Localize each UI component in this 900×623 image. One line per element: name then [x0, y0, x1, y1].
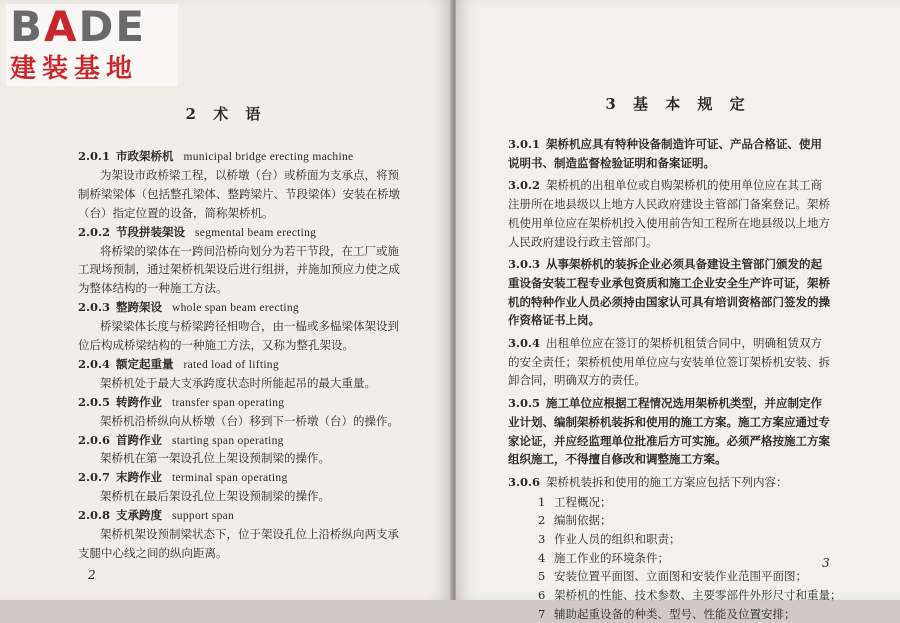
- site-logo: [6, 4, 178, 86]
- clause-number: 2.0.2: [78, 224, 111, 239]
- clause-line: 机使用单位应在架桥机投入使用前告知工程所在地县级以上地方: [508, 215, 830, 230]
- clause-number: 3.0.5: [508, 396, 541, 411]
- term-chinese: 末跨作业: [116, 470, 163, 485]
- clause-first-line: [508, 334, 822, 352]
- list-item-text: 施工作业的环境条件；: [554, 550, 669, 565]
- clause-number: 3.0.1: [508, 137, 541, 151]
- list-item-text: 架桥机的性能、技术参数、主要零部件外形尺寸和重量；: [554, 588, 842, 603]
- clause-first-line: [508, 255, 822, 273]
- clause-text: 从事架桥机的装拆企业必须具备建设主管部门颁发的起: [546, 257, 823, 272]
- list-item: [538, 586, 842, 604]
- clause-text: 出租单位应在签订的架桥机租赁合同中，明确租赁双方: [546, 336, 823, 350]
- clause-number: 3.0.3: [508, 257, 541, 272]
- clause-line: 人民政府建设行政主管部门。: [508, 234, 658, 249]
- clause-line: 重设备安装工程专业承包资质和施工企业安全生产许可证，架桥: [508, 275, 830, 290]
- list-item-text: 工程概况；: [554, 494, 612, 509]
- chapter-title-basic-rules: 3 基 本 规 定: [605, 95, 751, 113]
- term-heading: [78, 468, 288, 487]
- list-item-number: 4: [538, 550, 546, 565]
- clause-number: 3.0.6: [508, 474, 541, 489]
- term-heading: [78, 355, 279, 374]
- term-english: support span: [172, 510, 235, 523]
- clause-line: 的安全责任；架桥机使用单位应与安装单位签订架桥机安装、拆: [508, 354, 830, 369]
- term-heading: [78, 431, 284, 450]
- term-english: rated load of lifting: [183, 358, 279, 371]
- term-english: starting span operating: [172, 434, 284, 447]
- term-english: municipal bridge erecting machine: [183, 151, 354, 163]
- clause-first-line: [508, 473, 788, 491]
- term-heading: [78, 506, 234, 525]
- clause-line: 机的特种作业人员必须持由国家认可具有培训资格部门签发的操: [508, 294, 830, 309]
- term-chinese: 市政架桥机: [116, 149, 174, 163]
- term-definition-line: （台）指定位置的设备，简称架桥机。: [78, 205, 274, 220]
- page-number-left: 2: [88, 568, 96, 582]
- term-heading: [78, 393, 284, 412]
- list-item: [538, 530, 681, 548]
- term-chinese: 首跨作业: [116, 432, 163, 447]
- list-item-text: 作业人员的组织和职责；: [554, 532, 681, 546]
- term-heading: [78, 223, 316, 242]
- list-item-number: 5: [538, 569, 546, 584]
- clause-text: 架桥机的出租单位或自购架桥机的使用单位应在其工商: [546, 178, 823, 193]
- clause-first-line: [508, 176, 822, 194]
- clause-number: 2.0.3: [78, 300, 111, 315]
- term-definition-line: 将桥梁的梁体在一跨间沿桥向划分为若干节段，在工厂或施: [100, 243, 399, 258]
- term-english: terminal span operating: [172, 472, 288, 485]
- term-definition-line: 位后构成桥梁结构的一种施工方法，又称为整孔架设。: [78, 338, 354, 352]
- term-definition-line: 架桥机架设预制梁状态下，位于架设孔位上沿桥纵向两支承: [100, 527, 399, 541]
- left-page: [0, 0, 452, 600]
- term-chinese: 支承跨度: [116, 508, 163, 523]
- list-item: [538, 493, 612, 511]
- list-item: [538, 605, 796, 623]
- clause-number: 2.0.6: [78, 432, 111, 447]
- clause-line: 组织施工，不得擅自修改和调整施工方案。: [508, 452, 727, 467]
- clause-number: 3.0.2: [508, 178, 541, 193]
- clause-line: 作资格证书上岗。: [508, 313, 600, 328]
- term-chinese: 节段拼装架设: [116, 224, 186, 239]
- clause-number: 2.0.7: [78, 470, 111, 485]
- term-definition-line: 架桥机在第一架设孔位上架设预制梁的操作。: [100, 451, 330, 466]
- clause-number: 2.0.5: [78, 394, 111, 409]
- clause-number: 2.0.8: [78, 508, 111, 523]
- logo-chinese-name: 建装基地: [10, 54, 139, 84]
- term-definition-line: 制桥梁梁体（包括整孔梁体、整跨梁片、节段梁体）安装在桥墩: [78, 186, 400, 201]
- list-item: [538, 511, 612, 529]
- term-chinese: 整跨架设: [116, 300, 163, 315]
- term-chinese: 转跨作业: [116, 394, 163, 409]
- clause-number: 2.0.4: [78, 356, 111, 371]
- term-heading: [78, 298, 299, 317]
- list-item-number: 7: [538, 606, 546, 621]
- term-definition-line: 为架设市政桥梁工程，以桥墩（台）或桥面为支承点，将预: [100, 167, 399, 182]
- clause-line: 家论证，并应经监理单位批准后方可实施。必须严格按施工方案: [508, 433, 830, 448]
- term-definition-line: 为整体结构的一种施工方法。: [78, 281, 228, 296]
- term-definition-line: 架桥机处于最大支承跨度状态时所能起吊的最大重量。: [100, 375, 376, 390]
- term-english: segmental beam erecting: [195, 226, 317, 239]
- chapter-title-terms: 2 术 语: [185, 105, 267, 123]
- term-definition-line: 支腿中心线之间的纵向距离。: [78, 545, 228, 560]
- list-item: [538, 549, 669, 567]
- term-english: whole span beam erecting: [172, 302, 299, 315]
- clause-number: 3.0.4: [508, 336, 541, 350]
- page-number-right: 3: [822, 556, 830, 570]
- clause-line: 卸合同，明确双方的责任。: [508, 373, 646, 388]
- list-item-number: 2: [538, 513, 546, 528]
- term-english: transfer span operating: [172, 396, 285, 409]
- clause-number: 2.0.1: [78, 149, 111, 163]
- clause-text: 架桥机应具有特种设备制造许可证、产品合格证、使用: [546, 137, 823, 151]
- term-definition-line: 桥梁梁体长度与桥梁跨径相吻合，由一榀或多榀梁体架设到: [100, 319, 399, 334]
- term-definition-line: 工现场预制，通过架桥机架设后进行组拼，并施加预应力使之成: [78, 262, 400, 277]
- list-item: [538, 567, 807, 585]
- term-definition-line: 架桥机在最后架设孔位上架设预制梁的操作。: [100, 489, 330, 504]
- list-item-number: 6: [538, 588, 546, 603]
- logo-wordmark: BADE: [10, 2, 147, 51]
- clause-line: 说明书、制造监督检验证明和备案证明。: [508, 155, 715, 170]
- clause-text: 施工单位应根据工程情况选用架桥机类型，并应制定作: [546, 396, 823, 411]
- list-item-number: 3: [538, 532, 546, 546]
- term-heading: [78, 147, 353, 166]
- clause-line: 业计划、编制架桥机装拆和使用的施工方案。施工方案应通过专: [508, 414, 830, 429]
- right-page: [456, 0, 900, 621]
- list-item-text: 辅助起重设备的种类、型号、性能及位置安排；: [554, 606, 796, 621]
- clause-first-line: [508, 394, 822, 412]
- clause-line: 注册所在地县级以上地方人民政府建设主管部门备案登记。架桥: [508, 197, 830, 212]
- term-chinese: 额定起重量: [116, 356, 174, 371]
- term-definition-line: 架桥机沿桥纵向从桥墩（台）移到下一桥墩（台）的操作。: [100, 413, 399, 428]
- list-item-number: 1: [538, 494, 546, 509]
- list-item-text: 安装位置平面图、立面图和安装作业范围平面图；: [554, 569, 807, 584]
- clause-text: 架桥机装拆和使用的施工方案应包括下列内容：: [546, 474, 788, 489]
- list-item-text: 编制依据；: [554, 513, 612, 528]
- clause-first-line: [508, 135, 822, 153]
